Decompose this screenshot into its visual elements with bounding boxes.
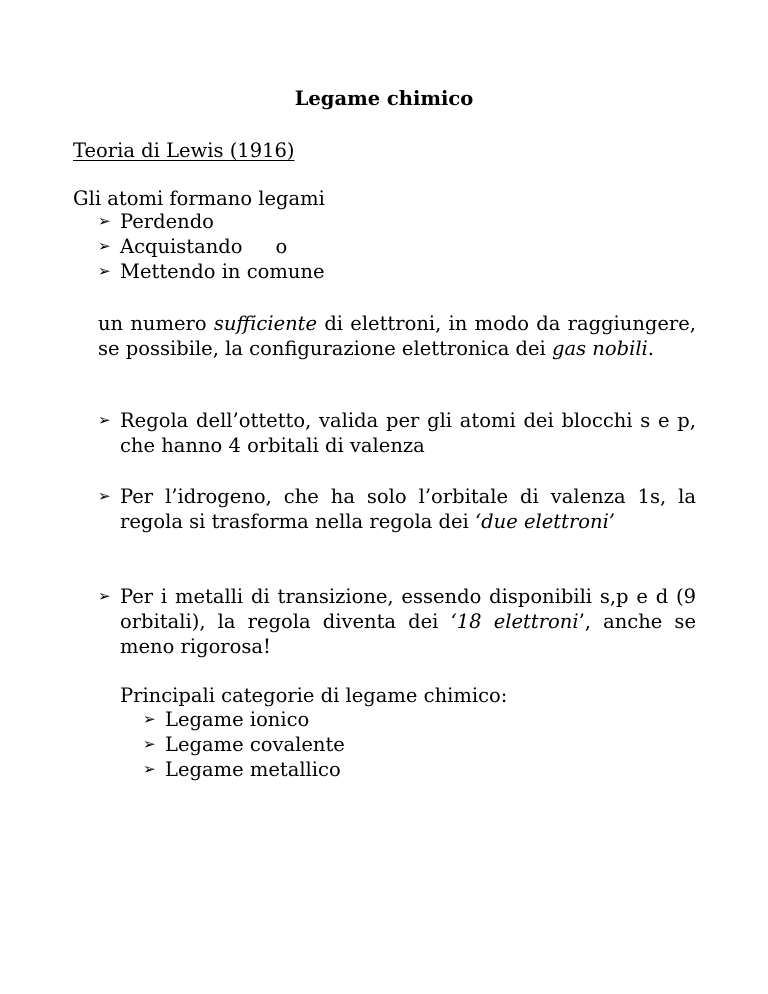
list-item-label: Legame covalente — [165, 733, 345, 756]
list-item — [98, 209, 325, 234]
rule-item — [98, 408, 696, 458]
rule-text: Regola dell’ottetto, valida per gli atomi dei blocchi s e p, che hanno 4 orbitali di valenza — [120, 409, 696, 457]
rule-block-hydrogen — [98, 484, 696, 534]
arrow-bullet-icon: ➢ — [98, 587, 111, 605]
rule-text: Per i metalli di transizione, essendo disponibili s,p e d (9 orbitali), la regola diventa dei — [120, 585, 696, 633]
rule-text: Per l’idrogeno, che ha solo l’orbitale di valenza 1s, la regola si trasforma nella regola dei — [120, 485, 696, 533]
paragraph-text: di elettroni, in modo da raggiungere, se possibile, la configurazione elettronica dei — [98, 312, 696, 360]
rule-item — [98, 484, 696, 534]
paragraph-emphasis: gas nobili — [551, 337, 648, 360]
list-item-label: Legame metallico — [165, 758, 341, 781]
arrow-bullet-icon: ➢ — [98, 487, 111, 505]
arrow-bullet-icon: ➢ — [98, 411, 111, 429]
paragraph-text: . — [647, 337, 654, 360]
arrow-bullet-icon: ➢ — [143, 710, 156, 728]
list-item-label: Mettendo in comune — [120, 260, 325, 283]
list-item — [98, 234, 325, 259]
list-item-label: Acquistando — [120, 235, 243, 258]
list-item — [98, 259, 325, 284]
list-item — [143, 707, 345, 732]
rule-emphasis: ‘due elettroni’ — [474, 510, 616, 533]
list-item — [143, 732, 345, 757]
arrow-bullet-icon: ➢ — [98, 262, 111, 280]
arrow-bullet-icon: ➢ — [98, 212, 111, 230]
paragraph-text: un numero — [98, 312, 214, 335]
rule-text: , anche se meno rigorosa! — [120, 610, 696, 658]
rule-item — [98, 584, 696, 659]
rule-quote-end: ’ — [578, 610, 585, 633]
rule-emphasis: ‘18 elettroni — [450, 610, 579, 633]
arrow-bullet-icon: ➢ — [143, 735, 156, 753]
document-title: Legame chimico — [294, 87, 474, 110]
rule-block-octet — [98, 408, 696, 458]
bond-formation-list — [98, 209, 325, 284]
list-item-label: Perdendo — [120, 210, 214, 233]
paragraph-emphasis: sufficiente — [213, 312, 318, 335]
categories-intro: Principali categorie di legame chimico: — [120, 684, 508, 707]
explanation-paragraph — [98, 311, 696, 361]
section-heading: Teoria di Lewis (1916) — [73, 139, 295, 162]
list-item — [143, 757, 345, 782]
arrow-bullet-icon: ➢ — [98, 237, 111, 255]
bond-categories-list — [143, 707, 345, 782]
rule-block-transition-metals — [98, 584, 696, 659]
list-item-label: Legame ionico — [165, 708, 310, 731]
intro-text: Gli atomi formano legami — [73, 187, 325, 210]
arrow-bullet-icon: ➢ — [143, 760, 156, 778]
list-connector: o — [275, 235, 288, 258]
